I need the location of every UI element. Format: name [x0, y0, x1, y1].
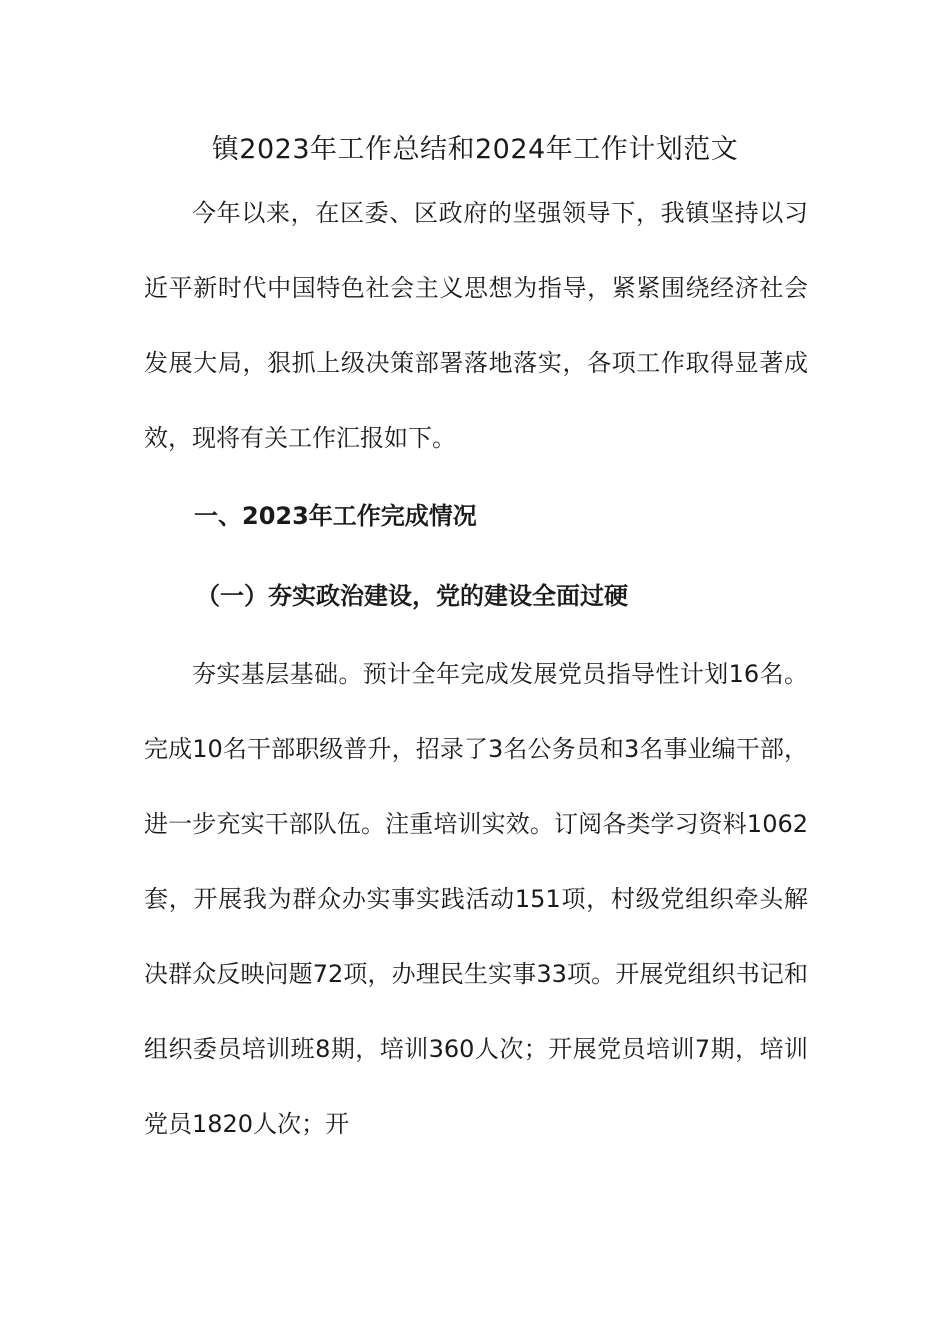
intro-paragraph: 今年以来，在区委、区政府的坚强领导下，我镇坚持以习近平新时代中国特色社会主义思想为指导，紧紧围绕经济社会发展大局，狠抓上级决策部署落地落实，各项工作取得显著成效，现将有关工作汇报如下。: [144, 199, 808, 452]
subsection-heading: （一）夯实政治建设，党的建设全面过硬: [196, 582, 628, 610]
section-heading: 一、2023年工作完成情况: [194, 502, 477, 530]
body-paragraph: 夯实基层基础。预计全年完成发展党员指导性计划16名。完成10名干部职级普升，招录了3名公务员和3名事业编干部，进一步充实干部队伍。注重培训实效。订阅各类学习资料1062套，开展我为群众办实事实践活动151项，村级党组织牵头解决群众反映问题72项，办理民生实事33项。开展党组织书记和组织委员培训班8期，培训360人次；开展党员培训7期，培训党员1820人次；开: [144, 660, 808, 1138]
document-title: 镇2023年工作总结和2024年工作计划范文: [211, 134, 739, 165]
